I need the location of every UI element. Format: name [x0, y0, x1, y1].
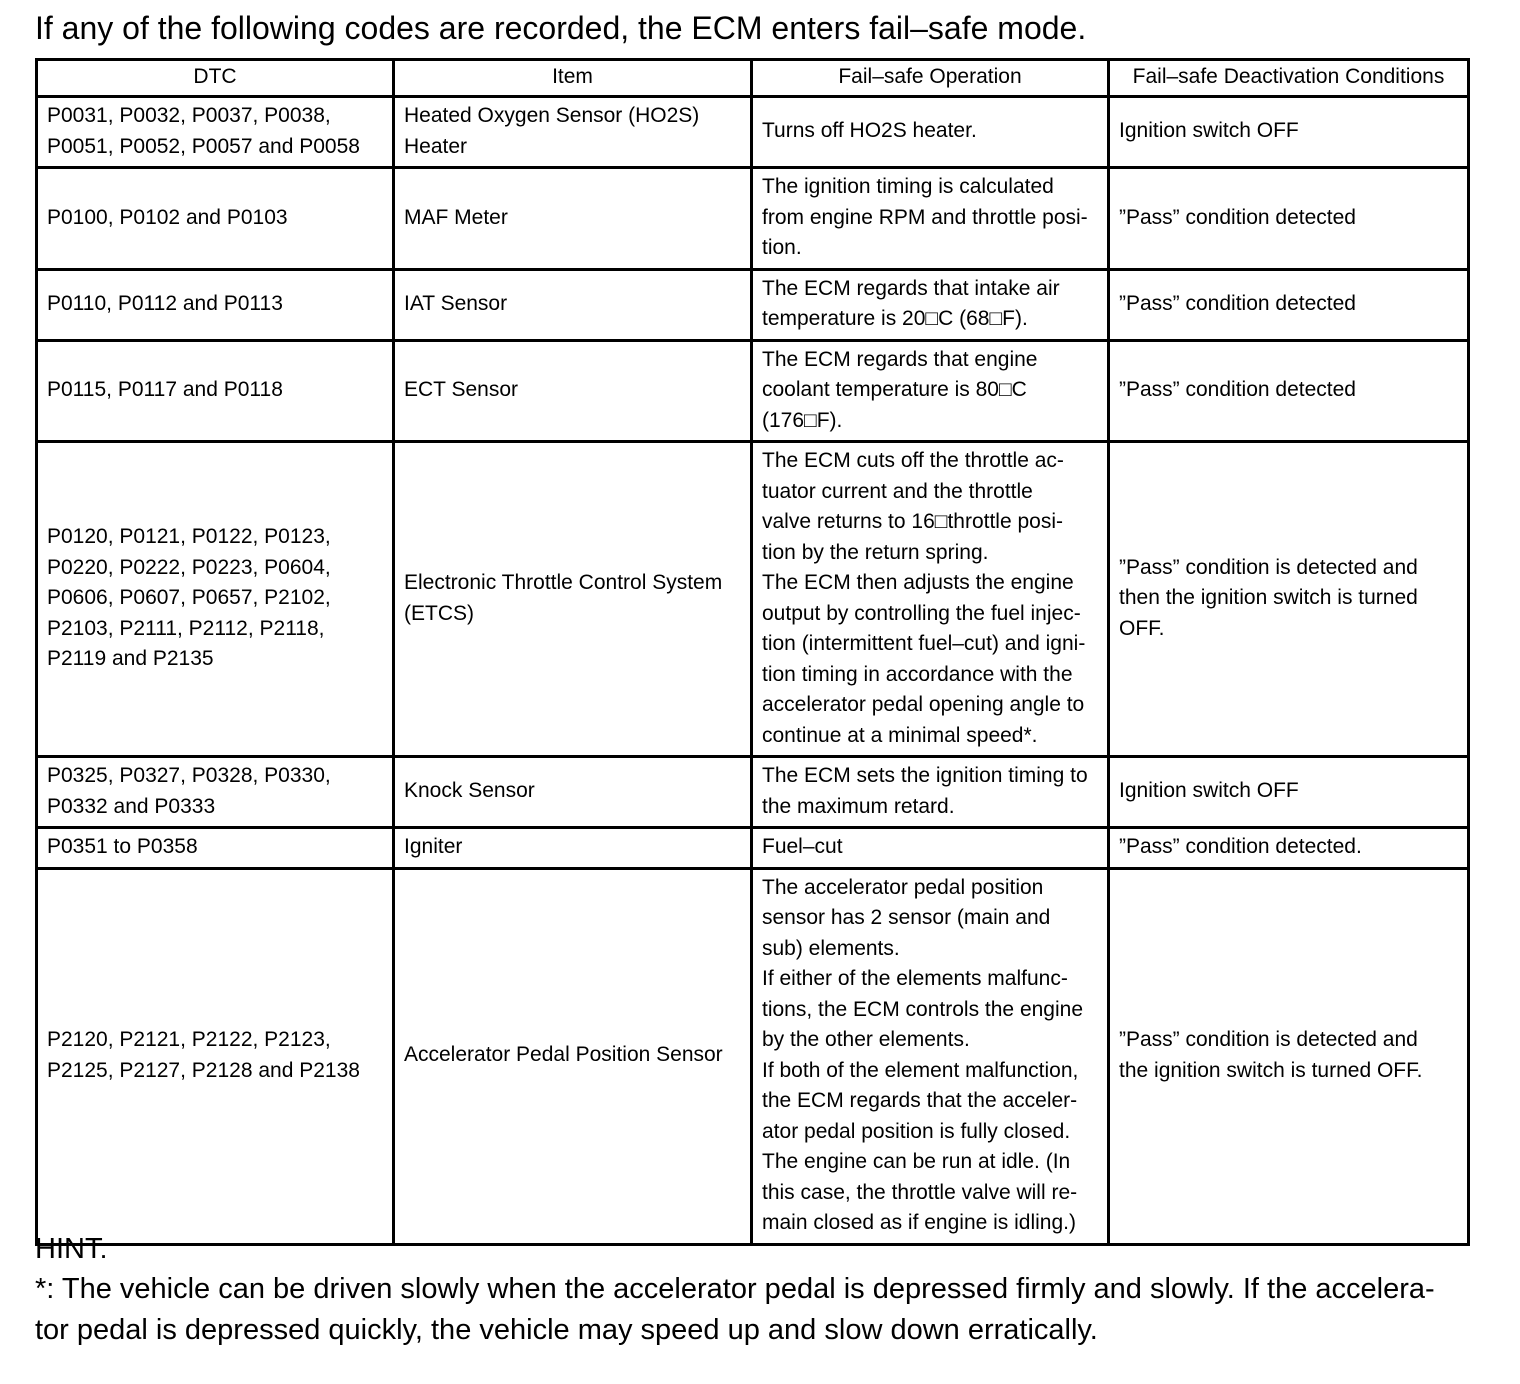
deactivation-cell: ”Pass” condition is detected and then the ignition switch is turned OFF. — [1109, 442, 1469, 757]
table-row — [37, 868, 1469, 1244]
dtc-cell: P0325, P0327, P0328, P0330, P0332 and P0333 — [37, 757, 394, 828]
operation-cell: The accelerator pedal position sensor has 2 sensor (main and sub) elements. If either of the elements malfunc- tions, the ECM controls the engine by the other elements. If both of the element malfunction, the ECM regards that the acceler- ator pedal position is fully closed. The engine can be run at idle. (In this case, the throttle valve will re- main closed as if engine is idling.) — [752, 868, 1109, 1244]
item-cell: Heated Oxygen Sensor (HO2S) Heater — [394, 97, 752, 168]
failsafe-table — [35, 58, 1470, 1246]
header-failsafe-operation: Fail–safe Operation — [752, 60, 1109, 97]
hint-text: *: The vehicle can be driven slowly when the accelerator pedal is depressed firmly and slowly. If the accelera- tor pedal is depressed quickly, the vehicle may speed up and slow down erratically. — [35, 1273, 1435, 1346]
table-row — [37, 828, 1469, 869]
table-row — [37, 97, 1469, 168]
dtc-cell: P0115, P0117 and P0118 — [37, 340, 394, 442]
item-cell: Accelerator Pedal Position Sensor — [394, 868, 752, 1244]
table-row — [37, 269, 1469, 340]
operation-cell: The ECM regards that intake air temperature is 20□C (68□F). — [752, 269, 1109, 340]
operation-cell: Turns off HO2S heater. — [752, 97, 1109, 168]
dtc-cell: P0120, P0121, P0122, P0123, P0220, P0222, P0223, P0604, P0606, P0607, P0657, P2102, P2103, P2111, P2112, P2118, P2119 and P2135 — [37, 442, 394, 757]
operation-cell: Fuel–cut — [752, 828, 1109, 869]
table-row — [37, 757, 1469, 828]
deactivation-cell: ”Pass” condition detected. — [1109, 828, 1469, 869]
deactivation-cell: ”Pass” condition detected — [1109, 269, 1469, 340]
item-cell: Igniter — [394, 828, 752, 869]
table-row — [37, 168, 1469, 270]
item-cell: Electronic Throttle Control System (ETCS) — [394, 442, 752, 757]
item-cell: MAF Meter — [394, 168, 752, 270]
deactivation-cell: ”Pass” condition is detected and the ignition switch is turned OFF. — [1109, 868, 1469, 1244]
table-row — [37, 442, 1469, 757]
table-row — [37, 340, 1469, 442]
table-header-row — [37, 60, 1469, 97]
header-item: Item — [394, 60, 752, 97]
dtc-cell: P0031, P0032, P0037, P0038, P0051, P0052, P0057 and P0058 — [37, 97, 394, 168]
item-cell: Knock Sensor — [394, 757, 752, 828]
header-dtc: DTC — [37, 60, 394, 97]
dtc-cell: P2120, P2121, P2122, P2123, P2125, P2127, P2128 and P2138 — [37, 868, 394, 1244]
item-cell: ECT Sensor — [394, 340, 752, 442]
deactivation-cell: ”Pass” condition detected — [1109, 168, 1469, 270]
item-cell: IAT Sensor — [394, 269, 752, 340]
deactivation-cell: Ignition switch OFF — [1109, 757, 1469, 828]
hint-label: HINT: — [35, 1233, 108, 1265]
operation-cell: The ECM sets the ignition timing to the maximum retard. — [752, 757, 1109, 828]
operation-cell: The ECM cuts off the throttle ac- tuator current and the throttle valve returns to 16□throttle posi- tion by the return spring. The ECM then adjusts the engine output by controlling the fuel injec- tion (intermittent fuel–cut) and igni- tion timing in accordance with the accelerator pedal opening angle to continue at a minimal speed*. — [752, 442, 1109, 757]
operation-cell: The ignition timing is calculated from engine RPM and throttle posi- tion. — [752, 168, 1109, 270]
header-deactivation-conditions: Fail–safe Deactivation Conditions — [1109, 60, 1469, 97]
dtc-cell: P0100, P0102 and P0103 — [37, 168, 394, 270]
deactivation-cell: Ignition switch OFF — [1109, 97, 1469, 168]
operation-cell: The ECM regards that engine coolant temperature is 80□C (176□F). — [752, 340, 1109, 442]
dtc-cell: P0351 to P0358 — [37, 828, 394, 869]
intro-text: If any of the following codes are recorded, the ECM enters fail–safe mode. — [35, 10, 1087, 46]
deactivation-cell: ”Pass” condition detected — [1109, 340, 1469, 442]
dtc-cell: P0110, P0112 and P0113 — [37, 269, 394, 340]
